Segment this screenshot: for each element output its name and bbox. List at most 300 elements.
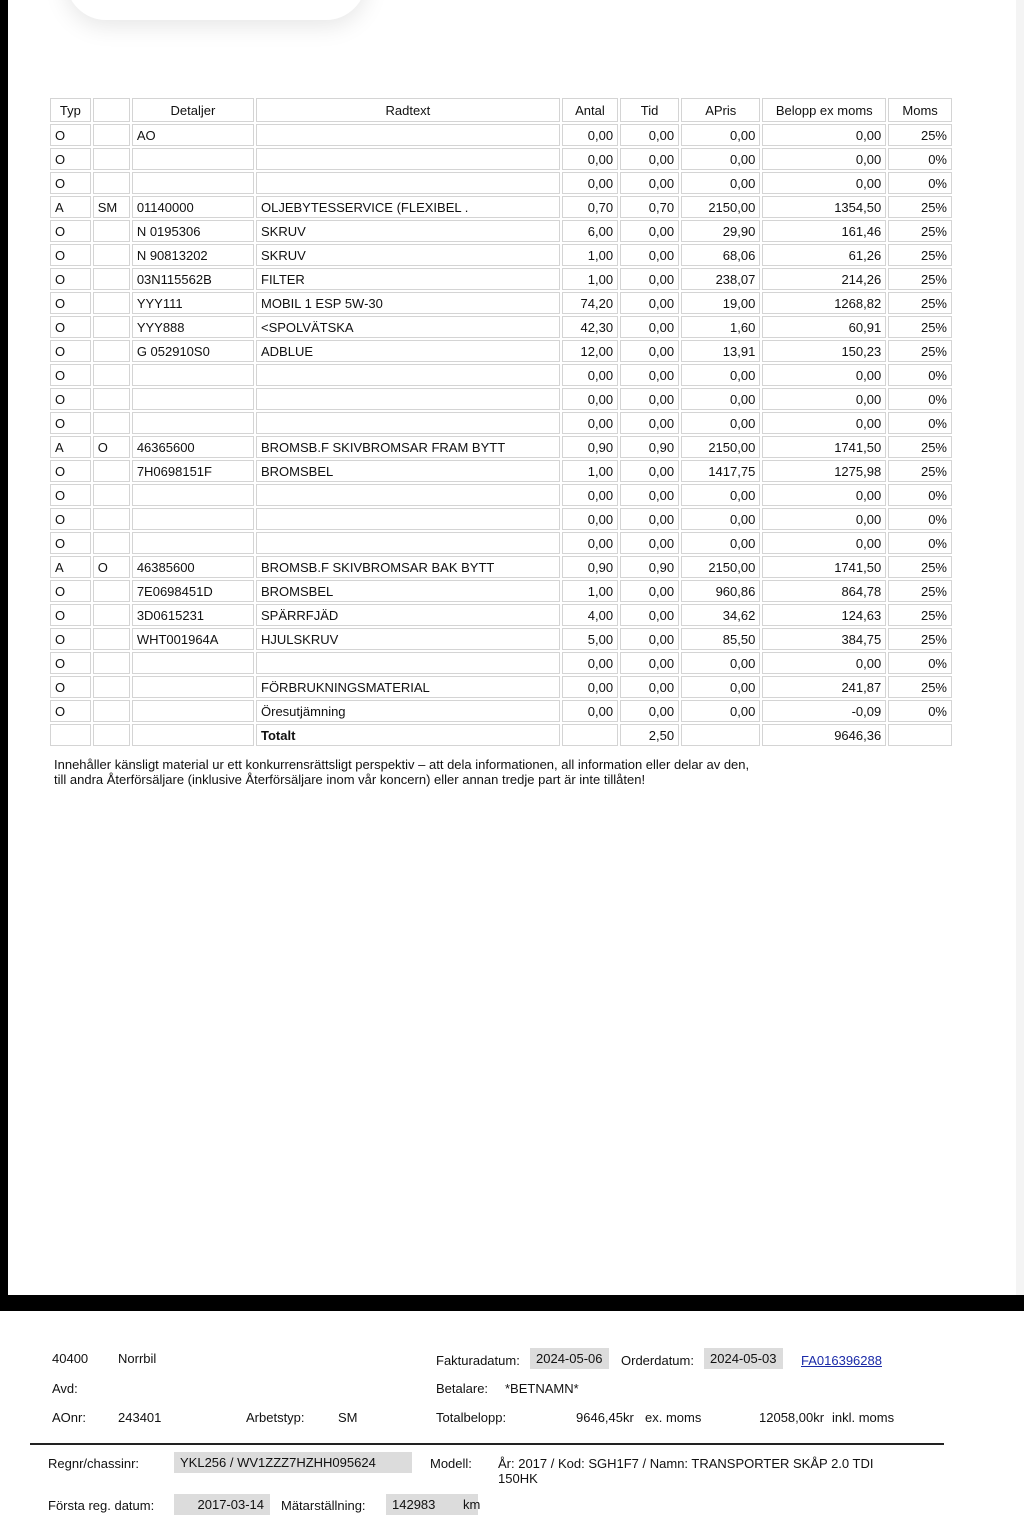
cell-belopp: 1275,98 [762,460,886,482]
cell-belopp: 241,87 [762,676,886,698]
cell-typ: O [50,628,91,650]
cell-detaljer: 7H0698151F [132,460,254,482]
cell-moms: 25% [888,340,952,362]
cell-belopp: -0,09 [762,700,886,722]
cell-sub [93,388,130,410]
cell-antal: 0,70 [562,196,618,218]
cell-apris: 1,60 [681,316,760,338]
cell-sub [93,604,130,626]
cell-detaljer [132,508,254,530]
total-empty-3 [132,724,254,746]
invoice-lines-table [48,96,954,748]
dealer-code: 40400 [52,1351,89,1366]
cell-antal: 5,00 [562,628,618,650]
cell-moms: 25% [888,316,952,338]
cell-moms: 25% [888,124,952,146]
total-row [50,724,952,746]
table-row [50,700,952,722]
cell-belopp: 384,75 [762,628,886,650]
cell-sub [93,172,130,194]
cell-tid: 0,00 [620,412,679,434]
cell-sub [93,508,130,530]
fakturadatum-value: 2024-05-06 [530,1348,609,1369]
cell-typ: O [50,508,91,530]
cell-moms: 25% [888,220,952,242]
cell-moms: 25% [888,676,952,698]
cell-tid: 0,00 [620,316,679,338]
cell-antal: 0,90 [562,556,618,578]
table-row [50,412,952,434]
right-edge [1016,0,1024,1295]
modell-value-line-2: 150HK [498,1471,538,1486]
cell-belopp: 0,00 [762,652,886,674]
cell-belopp: 0,00 [762,364,886,386]
total-empty-2 [93,724,130,746]
table-row [50,244,952,266]
cell-tid: 0,00 [620,340,679,362]
cell-antal: 0,00 [562,364,618,386]
cell-moms: 25% [888,556,952,578]
table-row [50,484,952,506]
cell-apris: 19,00 [681,292,760,314]
cell-typ: O [50,676,91,698]
cell-typ: O [50,532,91,554]
cell-detaljer [132,652,254,674]
modell-label: Modell: [430,1456,472,1471]
table-row [50,220,952,242]
cell-sub [93,340,130,362]
cell-typ: O [50,268,91,290]
betalare-label: Betalare: [436,1381,489,1396]
cell-detaljer: WHT001964A [132,628,254,650]
cell-antal: 0,00 [562,508,618,530]
cell-detaljer: YYY111 [132,292,254,314]
cell-moms: 0% [888,484,952,506]
inkl-moms-label: inkl. moms [832,1410,895,1425]
cell-apris: 0,00 [681,172,760,194]
cell-antal: 1,00 [562,268,618,290]
cell-sub [93,316,130,338]
table-row [50,364,952,386]
cell-sub [93,532,130,554]
cell-moms: 0% [888,148,952,170]
cell-antal: 12,00 [562,340,618,362]
total-empty-5 [681,724,760,746]
cell-typ: O [50,340,91,362]
aonr-label: AOnr: [52,1410,86,1425]
cell-typ: O [50,172,91,194]
cell-apris: 2150,00 [681,436,760,458]
cell-detaljer: YYY888 [132,316,254,338]
cell-detaljer [132,148,254,170]
cell-antal: 0,00 [562,172,618,194]
total-belopp: 9646,36 [762,724,886,746]
table-row [50,532,952,554]
cell-tid: 0,00 [620,676,679,698]
cell-typ: O [50,292,91,314]
cell-belopp: 0,00 [762,148,886,170]
cell-detaljer [132,532,254,554]
cell-tid: 0,00 [620,220,679,242]
cell-tid: 0,00 [620,580,679,602]
cell-sub: O [93,436,130,458]
cell-sub [93,292,130,314]
cell-typ: O [50,484,91,506]
cell-detaljer [132,412,254,434]
header-apris: APris [681,98,760,122]
cell-detaljer [132,364,254,386]
orderdatum-value: 2024-05-03 [704,1348,783,1369]
header-moms: Moms [888,98,952,122]
dealer-name: Norrbil [118,1351,157,1366]
cell-belopp: 1741,50 [762,436,886,458]
matar-unit: km [463,1497,481,1512]
cell-belopp: 124,63 [762,604,886,626]
cell-typ: O [50,316,91,338]
cell-belopp: 0,00 [762,532,886,554]
device-notch-shadow [66,0,366,20]
cell-sub [93,364,130,386]
table-row [50,124,952,146]
cell-apris: 68,06 [681,244,760,266]
cell-antal: 0,00 [562,388,618,410]
modell-value-line-1: År: 2017 / Kod: SGH1F7 / Namn: TRANSPORTER SKÅP 2.0 TDI [498,1456,874,1471]
cell-antal: 4,00 [562,604,618,626]
table-row [50,316,952,338]
cell-detaljer [132,484,254,506]
header-sub [93,98,130,122]
cell-belopp: 161,46 [762,220,886,242]
total-empty-1 [50,724,91,746]
cell-tid: 0,00 [620,628,679,650]
cell-tid: 0,00 [620,532,679,554]
cell-antal: 1,00 [562,244,618,266]
table-row [50,628,952,650]
cell-detaljer [132,676,254,698]
aonr-value: 243401 [118,1410,162,1425]
cell-belopp: 61,26 [762,244,886,266]
table-row [50,172,952,194]
cell-radtext: BROMSBEL [256,460,560,482]
cell-radtext: ADBLUE [256,340,560,362]
cell-belopp: 1268,82 [762,292,886,314]
cell-tid: 0,00 [620,508,679,530]
table-row [50,676,952,698]
disclaimer-line-2: till andra Återförsäljare (inklusive Återförsäljare inom vår koncern) eller annan tredje part är inte tillåten! [54,772,646,787]
cell-tid: 0,00 [620,388,679,410]
table-row [50,604,952,626]
cell-sub [93,220,130,242]
cell-antal: 1,00 [562,460,618,482]
cell-moms: 25% [888,268,952,290]
cell-detaljer: 01140000 [132,196,254,218]
cell-sub: SM [93,196,130,218]
cell-radtext: HJULSKRUV [256,628,560,650]
cell-antal: 0,00 [562,652,618,674]
cell-belopp: 0,00 [762,484,886,506]
cell-radtext: BROMSB.F SKIVBROMSAR FRAM BYTT [256,436,560,458]
regnr-value: YKL256 / WV1ZZZ7HZHH095624 [174,1452,412,1473]
cell-belopp: 1741,50 [762,556,886,578]
cell-apris: 2150,00 [681,556,760,578]
cell-antal: 0,00 [562,532,618,554]
cell-antal: 0,00 [562,676,618,698]
header-tid: Tid [620,98,679,122]
cell-apris: 0,00 [681,484,760,506]
cell-moms: 0% [888,412,952,434]
totalbelopp-ex: 9646,45kr [576,1410,634,1425]
table-row [50,292,952,314]
cell-detaljer: N 90813202 [132,244,254,266]
header-radtext: Radtext [256,98,560,122]
cell-detaljer: N 0195306 [132,220,254,242]
cell-radtext: SKRUV [256,244,560,266]
cell-radtext: MOBIL 1 ESP 5W-30 [256,292,560,314]
cell-typ: O [50,580,91,602]
totalbelopp-label: Totalbelopp: [436,1410,507,1425]
cell-apris: 0,00 [681,508,760,530]
cell-belopp: 1354,50 [762,196,886,218]
cell-tid: 0,00 [620,652,679,674]
cell-tid: 0,00 [620,484,679,506]
cell-radtext: FÖRBRUKNINGSMATERIAL [256,676,560,698]
cell-sub [93,244,130,266]
cell-radtext [256,148,560,170]
cell-sub [93,580,130,602]
cell-sub [93,412,130,434]
cell-detaljer: 46385600 [132,556,254,578]
cell-typ: A [50,436,91,458]
cell-moms: 0% [888,388,952,410]
cell-moms: 25% [888,460,952,482]
confidentiality-disclaimer [54,757,854,787]
cell-radtext [256,364,560,386]
cell-radtext [256,412,560,434]
cell-antal: 0,00 [562,484,618,506]
cell-typ: O [50,148,91,170]
cell-apris: 238,07 [681,268,760,290]
cell-belopp: 60,91 [762,316,886,338]
cell-antal: 0,00 [562,124,618,146]
total-empty-4 [562,724,618,746]
regnr-label: Regnr/chassinr: [48,1456,140,1471]
cell-tid: 0,00 [620,148,679,170]
cell-sub [93,676,130,698]
cell-apris: 29,90 [681,220,760,242]
cell-moms: 25% [888,244,952,266]
cell-antal: 0,90 [562,436,618,458]
cell-antal: 42,30 [562,316,618,338]
avd-label: Avd: [52,1381,78,1396]
cell-apris: 13,91 [681,340,760,362]
cell-apris: 2150,00 [681,196,760,218]
cell-tid: 0,90 [620,556,679,578]
cell-radtext: BROMSBEL [256,580,560,602]
cell-apris: 34,62 [681,604,760,626]
cell-moms: 25% [888,292,952,314]
cell-tid: 0,70 [620,196,679,218]
cell-radtext: Öresutjämning [256,700,560,722]
cell-radtext [256,124,560,146]
arbetstyp-label: Arbetstyp: [246,1410,305,1425]
cell-radtext: SKRUV [256,220,560,242]
cell-radtext [256,652,560,674]
cell-apris: 1417,75 [681,460,760,482]
cell-typ: O [50,700,91,722]
table-row [50,580,952,602]
cell-antal: 6,00 [562,220,618,242]
cell-moms: 0% [888,172,952,194]
table-row [50,508,952,530]
cell-moms: 0% [888,508,952,530]
cell-moms: 25% [888,196,952,218]
cell-apris: 0,00 [681,124,760,146]
cell-apris: 0,00 [681,532,760,554]
cell-radtext: BROMSB.F SKIVBROMSAR BAK BYTT [256,556,560,578]
cell-typ: O [50,412,91,434]
cell-apris: 0,00 [681,388,760,410]
cell-typ: A [50,556,91,578]
forsta-reg-value: 2017-03-14 [174,1494,270,1515]
cell-antal: 1,00 [562,580,618,602]
cell-radtext: <SPOLVÄTSKA [256,316,560,338]
cell-radtext: OLJEBYTESSERVICE (FLEXIBEL . [256,196,560,218]
table-row [50,460,952,482]
cell-typ: O [50,364,91,386]
cell-belopp: 150,23 [762,340,886,362]
cell-tid: 0,00 [620,124,679,146]
cell-moms: 0% [888,700,952,722]
cell-apris: 0,00 [681,412,760,434]
disclaimer-line-1: Innehåller känsligt material ur ett konkurrensrättsligt perspektiv – att dela informationen, all information eller delar av den, [54,757,750,772]
cell-belopp: 0,00 [762,388,886,410]
cell-sub [93,268,130,290]
cell-moms: 25% [888,580,952,602]
cell-belopp: 0,00 [762,172,886,194]
footer-divider [30,1443,944,1445]
cell-detaljer: AO [132,124,254,146]
cell-radtext [256,532,560,554]
cell-sub [93,628,130,650]
cell-tid: 0,90 [620,436,679,458]
cell-apris: 0,00 [681,364,760,386]
orderdatum-label: Orderdatum: [621,1353,694,1368]
cell-apris: 0,00 [681,676,760,698]
cell-detaljer [132,700,254,722]
cell-radtext [256,484,560,506]
cell-antal: 0,00 [562,412,618,434]
cell-apris: 960,86 [681,580,760,602]
matar-value: 142983 [392,1497,436,1512]
cell-radtext: SPÄRRFJÄD [256,604,560,626]
fakturadatum-label: Fakturadatum: [436,1353,520,1368]
cell-moms: 25% [888,604,952,626]
table-row [50,556,952,578]
total-tid: 2,50 [620,724,679,746]
cell-typ: O [50,388,91,410]
table-row [50,388,952,410]
cell-typ: A [50,196,91,218]
cell-detaljer [132,172,254,194]
arbetstyp-value: SM [338,1410,358,1425]
cell-radtext: FILTER [256,268,560,290]
cell-typ: O [50,460,91,482]
cell-typ: O [50,604,91,626]
cell-apris: 0,00 [681,700,760,722]
table-row [50,148,952,170]
invoice-footer [0,1311,1024,1528]
cell-typ: O [50,244,91,266]
cell-antal: 74,20 [562,292,618,314]
table-body [50,124,952,722]
cell-moms: 25% [888,628,952,650]
header-antal: Antal [562,98,618,122]
cell-tid: 0,00 [620,268,679,290]
page-separator [0,1295,1024,1311]
invoice-sheet [8,0,1016,1295]
matar-box [386,1494,481,1515]
cell-detaljer: G 052910S0 [132,340,254,362]
cell-sub: O [93,556,130,578]
cell-apris: 0,00 [681,148,760,170]
cell-belopp: 0,00 [762,124,886,146]
totalbelopp-inkl: 12058,00kr [759,1410,825,1425]
cell-moms: 0% [888,652,952,674]
cell-sub [93,652,130,674]
table-row [50,436,952,458]
cell-belopp: 0,00 [762,508,886,530]
cell-belopp: 864,78 [762,580,886,602]
table-header-row [50,98,952,122]
cell-typ: O [50,652,91,674]
cell-tid: 0,00 [620,364,679,386]
cell-tid: 0,00 [620,700,679,722]
cell-sub [93,700,130,722]
cell-detaljer [132,388,254,410]
cell-tid: 0,00 [620,460,679,482]
table-row [50,196,952,218]
cell-tid: 0,00 [620,292,679,314]
table-row [50,340,952,362]
cell-sub [93,124,130,146]
cell-belopp: 0,00 [762,412,886,434]
cell-radtext [256,508,560,530]
cell-tid: 0,00 [620,172,679,194]
header-typ: Typ [50,98,91,122]
cell-typ: O [50,220,91,242]
table-row [50,652,952,674]
cell-radtext [256,388,560,410]
cell-moms: 25% [888,436,952,458]
total-label: Totalt [256,724,560,746]
cell-detaljer: 3D0615231 [132,604,254,626]
table-row [50,268,952,290]
header-detaljer: Detaljer [132,98,254,122]
cell-antal: 0,00 [562,700,618,722]
cell-belopp: 214,26 [762,268,886,290]
invoice-number-link[interactable]: FA016396288 [801,1353,882,1368]
cell-sub [93,484,130,506]
betalare-value: *BETNAMN* [505,1381,579,1396]
cell-moms: 0% [888,364,952,386]
cell-typ: O [50,124,91,146]
cell-sub [93,460,130,482]
cell-moms: 0% [888,532,952,554]
cell-sub [93,148,130,170]
header-belopp: Belopp ex moms [762,98,886,122]
cell-apris: 0,00 [681,652,760,674]
cell-radtext [256,172,560,194]
